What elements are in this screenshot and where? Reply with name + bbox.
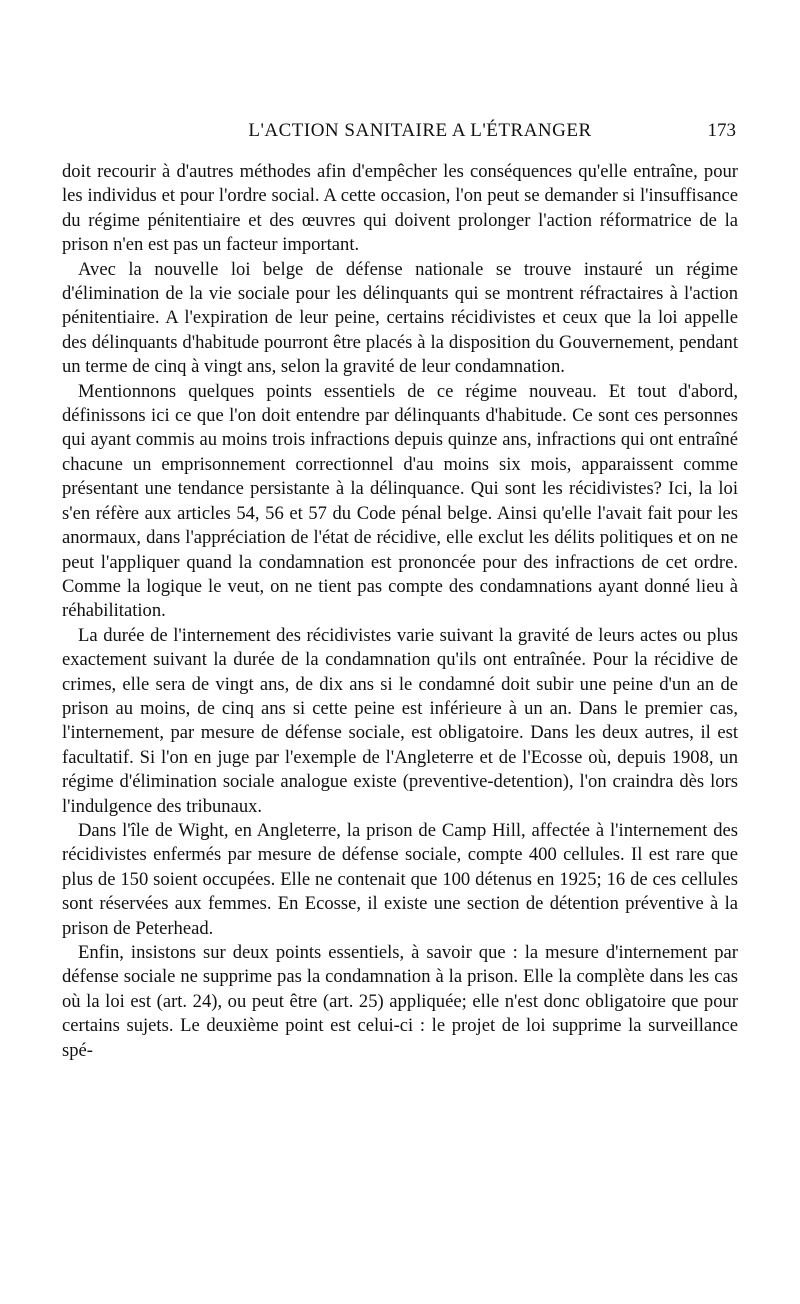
paragraph-2: Avec la nouvelle loi belge de défense nationale se trouve instauré un régime d'élimination de la vie sociale pour les délinquants qui se montrent réfractaires à l'action pénitentiaire. A l'expiration de leur peine, certains récidivistes et ceux que la loi appelle des délinquants d'habitude pourront être placés à la disposition du Gouvernement, pendant un terme de cinq à vingt ans, selon la gravité de leur condamnation. — [62, 258, 738, 378]
paragraph-5: Dans l'île de Wight, en Angleterre, la prison de Camp Hill, affectée à l'internement des récidivistes enfermés par mesure de défense sociale, compte 400 cellules. Il est rare que plus de 150 soient occupées. Elle ne contenait que 100 détenus en 1925; 16 de ces cellules sont réservées aux femmes. En Ecosse, il existe une section de détention préventive à la prison de Peterhead. — [62, 819, 738, 939]
page-header — [62, 116, 738, 148]
body-text — [62, 160, 738, 1063]
paragraph-6: Enfin, insistons sur deux points essentiels, à savoir que : la mesure d'internement par défense sociale ne supprime pas la condamnation à la prison. Elle la complète dans les cas où la loi est (art. 24), ou peut être (art. 25) appliquée; elle n'est donc obligatoire que pour certains sujets. Le deuxième point est celui-ci : le projet de loi supprime la surveillance spé- — [62, 942, 738, 1061]
paragraph-4: La durée de l'internement des récidivistes varie suivant la gravité de leurs actes ou plus exactement suivant la durée de la condamnation qu'ils ont entraînée. Pour la récidive de crimes, elle sera de vingt ans, de dix ans si le condamné doit subir une peine d'un an de prison au moins, de cinq ans si cette peine est inférieure à un an. Dans le premier cas, l'internement, par mesure de défense sociale, est obligatoire. Dans les deux autres, il est facultatif. Si l'on en juge par l'exemple de l'Angleterre et de l'Ecosse où, depuis 1908, un régime d'élimination sociale analogue existe (preventive-detention), l'on craindra dès lors l'indulgence des tribunaux. — [62, 624, 738, 817]
page-number: 173 — [707, 120, 736, 141]
paragraph-1: doit recourir à d'autres méthodes afin d'empêcher les conséquences qu'elle entraîne, pour les individus et pour l'ordre social. A cette occasion, l'on peut se demander si l'insuffisance du régime pénitentiaire et des œuvres qui doivent prolonger l'action réformatrice de la prison n'en est pas un facteur important. — [62, 161, 738, 256]
paragraph-3: Mentionnons quelques points essentiels de ce régime nouveau. Et tout d'abord, définissons ici ce que l'on doit entendre par délinquants d'habitude. Ce sont ces personnes qui ayant commis au moins trois infractions depuis quinze ans, infractions qui ont entraîné chacune un emprisonnement correctionnel d'au moins six mois, apparaissent comme présentant une tendance persistante à la délinquance. Qui sont les récidivistes? Ici, la loi s'en réfère aux articles 54, 56 et 57 du Code pénal belge. Ainsi qu'elle l'avait fait pour les anormaux, dans l'appréciation de l'état de récidive, elle exclut les délits politiques et on ne peut l'appliquer quand la condamnation est prononcée pour des infractions de cet ordre. Comme la logique le veut, on ne tient pas compte des condamnations ayant donné lieu à réhabilitation. — [62, 380, 738, 622]
running-title: L'ACTION SANITAIRE A L'ÉTRANGER — [248, 120, 592, 141]
